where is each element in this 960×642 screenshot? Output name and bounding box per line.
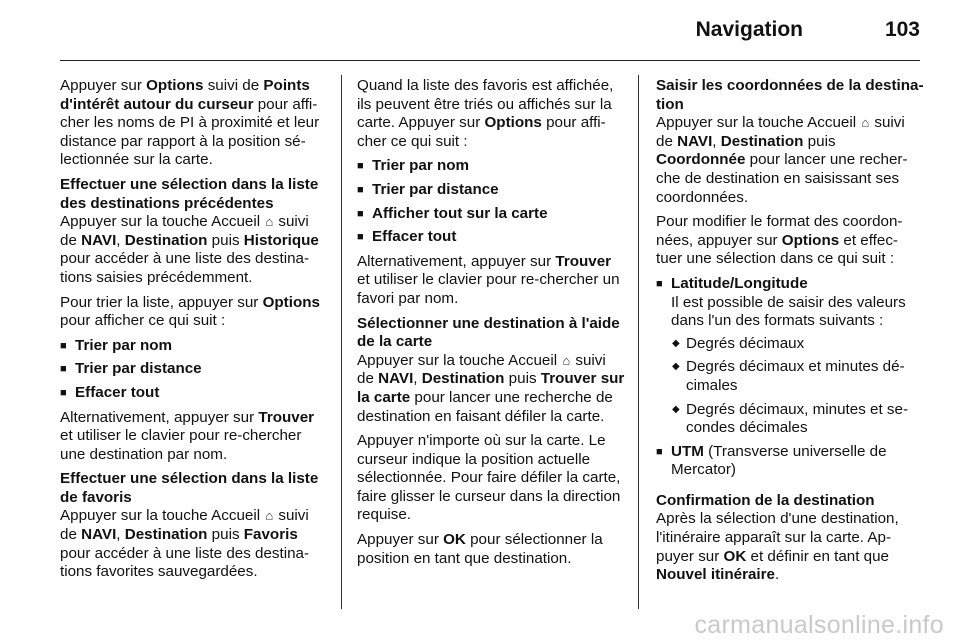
favorites-options-list <box>357 157 625 246</box>
list-item: ■ Latitude/Longitude Il est possible de saisir des valeurs dans l'un des formats suivants : ◆ Degrés décimaux ◆ Degrés décimaux et minutes dé-cimales ◆ Degrés décimaux, minutes et se-condes décimales <box>656 275 924 438</box>
list-item: ■ Effacer tout <box>60 384 328 403</box>
list-item: ■ UTM (Transverse universelle de Mercator) <box>656 443 924 480</box>
coordinate-format-list <box>656 275 924 480</box>
column-1 <box>60 77 328 588</box>
page-title: Navigation <box>695 18 803 41</box>
page-number: 103 <box>884 18 920 41</box>
home-icon: ⌂ <box>265 214 274 230</box>
confirmation-paragraph: Après la sélection d'une destination, l'itinéraire apparaît sur la carte. Ap-puyer sur OK et définir en tant que Nouvel itinéraire. <box>656 510 899 584</box>
previous-destinations-heading: Effectuer une sélection dans la liste des destinations précédentes <box>60 175 319 212</box>
map-selection-paragraph: Appuyer sur la touche Accueil ⌂ suivi de NAVI, Destination puis Trouver sur la carte pour lancer une recherche de destination en faisant défiler la carte. <box>357 351 625 425</box>
map-cursor-paragraph: Appuyer n'importe où sur la carte. Le curseur indique la position actuelle sélectionnée. Pour faire défiler la carte, faire glisser le curseur dans la direction requise. <box>357 432 621 524</box>
column-3 <box>656 77 924 591</box>
favorites-list-intro-paragraph: Quand la liste des favoris est affichée, ils peuvent être triés ou affichés sur la carte. Appuyer sur Options pour affi-cher ce qui suit : <box>357 77 614 150</box>
list-item: ■ Trier par nom <box>60 337 328 356</box>
alternative-search-paragraph: Alternativement, appuyer sur Trouver et utiliser le clavier pour re-chercher un favori par nom. <box>357 252 620 307</box>
page-header <box>60 0 920 60</box>
coordinates-heading: Saisir les coordonnées de la destina-tion <box>656 77 924 113</box>
list-item: ■ Afficher tout sur la carte <box>357 205 625 224</box>
column-divider-2 <box>638 75 639 609</box>
watermark: carmanualsonline.info <box>694 611 944 639</box>
map-selection-heading: Sélectionner une destination à l'aide de la carte <box>357 314 620 351</box>
list-item: ■ Trier par distance <box>60 360 328 379</box>
home-icon: ⌂ <box>562 352 571 368</box>
alternative-search-paragraph: Alternativement, appuyer sur Trouver et utiliser le clavier pour re-chercher une destination par nom. <box>60 408 315 463</box>
list-item: ■ Effacer tout <box>357 228 625 247</box>
latlon-format-list <box>671 335 924 438</box>
list-item: ◆ Degrés décimaux <box>671 335 924 354</box>
list-item: ◆ Degrés décimaux et minutes dé-cimales <box>671 358 924 395</box>
header-rule <box>60 60 920 61</box>
poi-intro-paragraph: Appuyer sur Options suivi de Points d'intérêt autour du curseur pour affi-cher les noms de PI à proximité et leur distance par rapport à la position sé-lectionnée sur la carte. <box>60 77 320 169</box>
confirmation-heading: Confirmation de la destination <box>656 491 875 509</box>
list-item: ■ Trier par nom <box>357 157 625 176</box>
favorites-heading: Effectuer une sélection dans la liste de favoris <box>60 470 319 506</box>
list-item: ◆ Degrés décimaux, minutes et se-condes décimales <box>671 401 924 438</box>
favorites-paragraph: Appuyer sur la touche Accueil ⌂ suivi de NAVI, Destination puis Favoris pour accéder à une liste des destina-tions favorites sauvegardées. <box>60 507 310 581</box>
column-divider-1 <box>341 75 342 609</box>
sort-list-paragraph: Pour trier la liste, appuyer sur Options pour afficher ce qui suit : <box>60 293 320 330</box>
coordinates-paragraph: Appuyer sur la touche Accueil ⌂ suivi de NAVI, Destination puis Coordonnée pour lancer une recher-che de destination en saisissant ses coordonnées. <box>656 114 908 206</box>
sort-options-list <box>60 337 328 403</box>
list-item: ■ Trier par distance <box>357 181 625 200</box>
previous-destinations-paragraph: Appuyer sur la touche Accueil ⌂ suivi de NAVI, Destination puis Historique pour accéder à une liste des destina-tions saisies précédemment. <box>60 213 319 286</box>
home-icon: ⌂ <box>861 115 870 131</box>
map-ok-paragraph: Appuyer sur OK pour sélectionner la position en tant que destination. <box>357 531 603 567</box>
coordinate-format-paragraph: Pour modifier le format des coordon-nées, appuyer sur Options et effec-tuer une sélection dans ce qui suit : <box>656 213 903 268</box>
column-2 <box>357 77 625 574</box>
home-icon: ⌂ <box>265 508 274 524</box>
